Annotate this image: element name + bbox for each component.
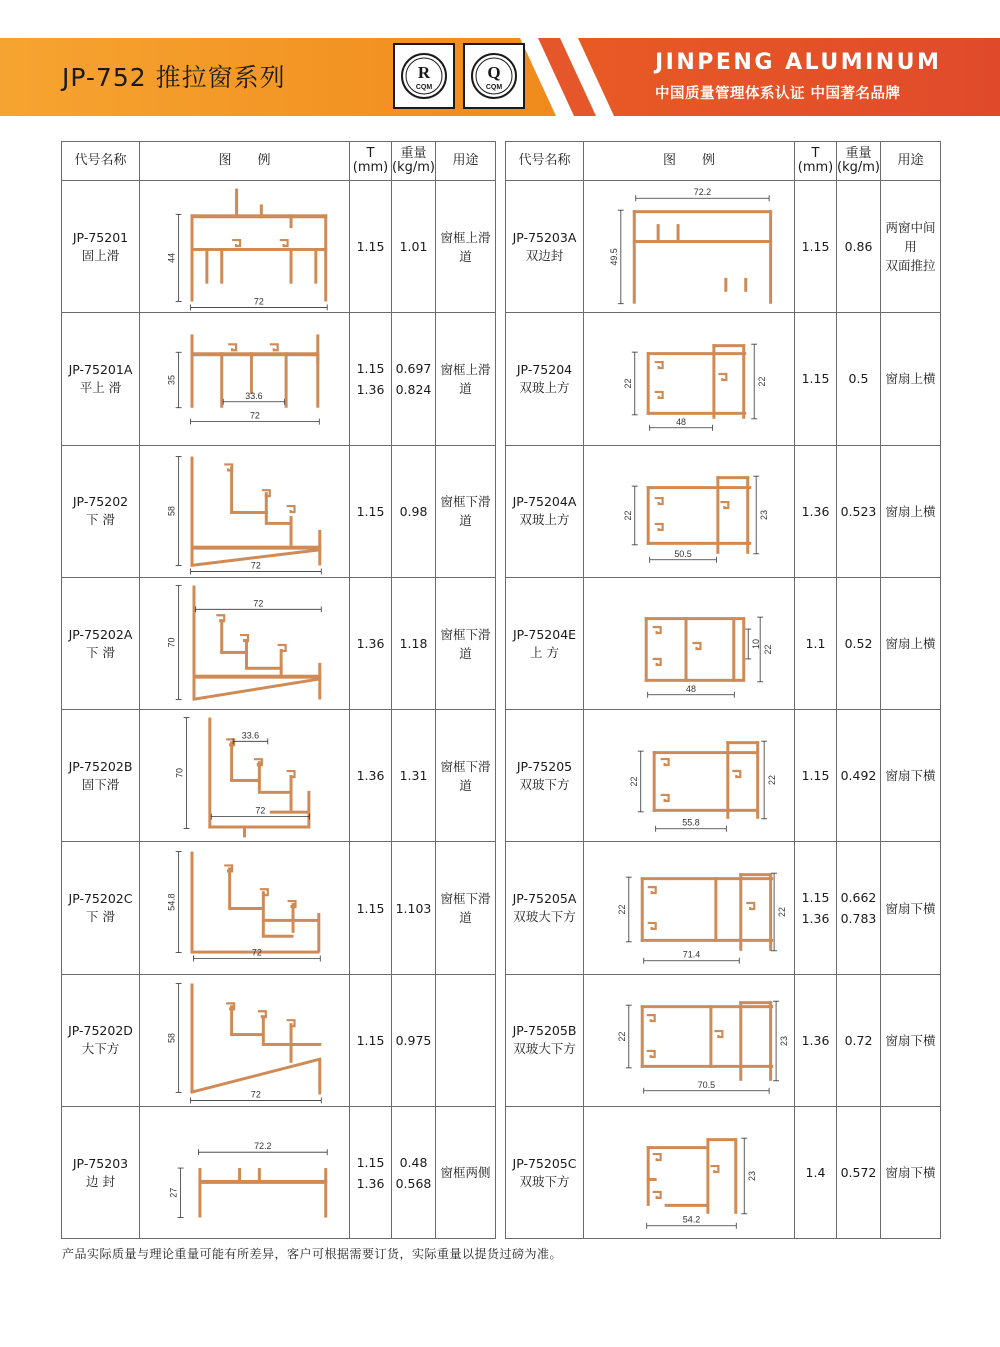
thickness-value: 1.15 <box>356 503 385 519</box>
product-code: JP-75202C <box>68 891 133 907</box>
usage-text: 窗扇上横 <box>885 371 936 387</box>
thickness-value: 1.15 <box>801 239 830 255</box>
product-code-cell <box>506 842 584 974</box>
usage-text: 窗扇下横 <box>885 768 936 784</box>
product-code-cell <box>62 577 140 709</box>
profile-cross-section-diagram <box>585 446 794 576</box>
table-header-row <box>506 142 941 181</box>
usage-text: 窗扇下横 <box>885 1032 936 1048</box>
profile-figure-cell <box>584 181 795 313</box>
table-row <box>506 313 941 445</box>
thickness-cell <box>350 710 392 842</box>
table-row <box>62 313 496 445</box>
usage-text: 窗扇上横 <box>885 503 936 519</box>
weight-cell <box>392 577 436 709</box>
thickness-value: 1.15 <box>356 239 385 255</box>
usage-cell <box>881 842 941 974</box>
weight-value: 0.697 <box>395 360 432 376</box>
thickness-value: 1.36 <box>356 381 385 397</box>
weight-value: 0.5 <box>848 371 869 387</box>
product-code-cell <box>506 577 584 709</box>
table-row <box>62 974 496 1106</box>
dimension-label: 70 <box>174 767 185 778</box>
table-row <box>506 842 941 974</box>
col-thickness: T (mm) <box>795 142 837 181</box>
dimension-label: 70 <box>166 637 177 648</box>
page-header <box>0 38 1000 116</box>
dimension-label: 49.5 <box>608 247 619 266</box>
profile-cross-section-diagram <box>141 975 349 1105</box>
profile-cross-section-diagram <box>585 1108 794 1238</box>
dimension-label: 72 <box>250 1089 261 1100</box>
cqm-r-certification-badge <box>393 43 455 109</box>
product-code: JP-75205B <box>512 1023 577 1039</box>
dimension-label: 10 <box>750 638 761 649</box>
thickness-cell <box>795 1107 837 1239</box>
weight-value: 0.572 <box>840 1165 877 1181</box>
thickness-value: 1.15 <box>801 371 830 387</box>
dimension-label: 70.5 <box>697 1080 715 1091</box>
profile-figure-cell <box>140 1107 350 1239</box>
table-row <box>62 1107 496 1239</box>
brand-slogan: 中国质量管理体系认证 中国著名品牌 <box>655 86 901 102</box>
cert-r-letter: R <box>417 63 431 82</box>
dimension-label: 55.8 <box>681 817 700 828</box>
product-name: 下 滑 <box>86 644 115 660</box>
usage-text: 窗扇上横 <box>885 636 936 652</box>
dimension-label: 22 <box>628 776 639 787</box>
usage-cell <box>881 577 941 709</box>
usage-cell <box>881 710 941 842</box>
cert-r-label: CQM <box>415 84 433 91</box>
dimension-label: 33.6 <box>241 730 259 741</box>
product-name: 双玻大下方 <box>513 909 576 925</box>
col-code: 代号名称 <box>62 142 140 181</box>
thickness-value: 1.36 <box>356 768 385 784</box>
profile-figure-cell <box>140 842 350 974</box>
weight-cell <box>392 710 436 842</box>
dimension-label: 22 <box>766 774 777 785</box>
profile-figure-cell <box>584 974 795 1106</box>
product-code: JP-75201A <box>68 361 133 377</box>
dimension-label: 48 <box>675 416 686 427</box>
col-code: 代号名称 <box>506 142 584 181</box>
dimension-label: 50.5 <box>673 549 692 560</box>
dimension-label: 72 <box>254 805 265 816</box>
usage-cell <box>881 445 941 577</box>
profile-cross-section-diagram <box>141 314 349 444</box>
thickness-cell <box>795 445 837 577</box>
profile-cross-section-diagram <box>585 182 794 312</box>
dimension-label: 72 <box>249 410 260 421</box>
dimension-label: 72.2 <box>253 1140 272 1151</box>
profile-figure-cell <box>140 577 350 709</box>
thickness-value: 1.15 <box>356 1032 385 1048</box>
thickness-value: 1.15 <box>801 890 830 906</box>
usage-text: 两窗中间用 双面推拉 <box>885 220 936 274</box>
weight-value: 1.31 <box>399 768 428 784</box>
thickness-value: 1.36 <box>801 911 830 927</box>
usage-text: 窗框下滑道 <box>440 626 491 661</box>
thickness-value: 1.15 <box>356 900 385 916</box>
weight-value: 0.975 <box>395 1032 432 1048</box>
product-code: JP-75205 <box>516 758 573 774</box>
dimension-label: 71.4 <box>682 949 700 960</box>
product-code-cell <box>62 181 140 313</box>
weight-value: 0.98 <box>399 503 428 519</box>
weight-value: 0.48 <box>399 1154 428 1170</box>
page-title: JP-752 推拉窗系列 <box>62 63 286 92</box>
dimension-label: 23 <box>758 510 769 521</box>
product-code: JP-75205A <box>512 891 577 907</box>
table-row <box>506 181 941 313</box>
weight-cell <box>837 313 881 445</box>
left-profile-table <box>61 141 496 1239</box>
profile-cross-section-diagram <box>585 314 794 444</box>
product-code-cell <box>506 974 584 1106</box>
product-code: JP-75203A <box>512 229 577 245</box>
dimension-label: 58 <box>166 506 177 517</box>
thickness-cell <box>795 313 837 445</box>
dimension-label: 72 <box>253 296 264 307</box>
product-code-cell <box>62 974 140 1106</box>
profile-cross-section-diagram <box>141 182 349 312</box>
product-code: JP-75203 <box>72 1155 129 1171</box>
usage-text: 窗框下滑道 <box>440 758 491 793</box>
product-code-cell <box>506 1107 584 1239</box>
weight-cell <box>837 842 881 974</box>
dimension-label: 58 <box>166 1033 177 1044</box>
thickness-cell <box>350 313 392 445</box>
thickness-value: 1.36 <box>356 636 385 652</box>
col-figure: 图 例 <box>584 142 795 181</box>
brand-name: JINPENG ALUMINUM <box>655 50 942 75</box>
profile-cross-section-diagram <box>585 843 794 973</box>
profile-cross-section-diagram <box>585 975 794 1105</box>
product-code: JP-75201 <box>72 229 129 245</box>
profile-figure-cell <box>584 445 795 577</box>
usage-cell <box>881 313 941 445</box>
weight-cell <box>392 313 436 445</box>
product-code-cell <box>62 1107 140 1239</box>
profile-cross-section-diagram <box>141 1108 349 1238</box>
profile-cross-section-diagram <box>141 711 349 841</box>
product-code: JP-75204E <box>512 626 577 642</box>
usage-cell <box>436 577 496 709</box>
weight-cell <box>392 445 436 577</box>
dimension-label: 72 <box>251 947 262 958</box>
table-row <box>506 445 941 577</box>
thickness-cell <box>350 445 392 577</box>
product-code: JP-75202 <box>72 494 129 510</box>
dimension-label: 33.6 <box>244 390 263 401</box>
usage-text: 窗框两侧 <box>440 1165 491 1181</box>
weight-cell <box>837 181 881 313</box>
weight-cell <box>837 1107 881 1239</box>
usage-cell <box>436 710 496 842</box>
weight-cell <box>392 1107 436 1239</box>
profile-cross-section-diagram <box>585 711 794 841</box>
profile-figure-cell <box>140 710 350 842</box>
footnote: 产品实际质量与理论重量可能有所差异，客户可根据需要订货，实际重量以提货过磅为准。 <box>62 1247 563 1261</box>
product-name: 双玻下方 <box>519 1173 570 1189</box>
weight-value: 1.01 <box>399 239 428 255</box>
table-row <box>62 842 496 974</box>
profile-figure-cell <box>140 181 350 313</box>
thickness-cell <box>350 842 392 974</box>
weight-value: 0.662 <box>840 890 877 906</box>
usage-cell <box>436 181 496 313</box>
usage-text: 窗框上滑道 <box>440 229 491 264</box>
cqm-q-certification-badge <box>463 43 525 109</box>
weight-value: 0.783 <box>840 911 877 927</box>
product-name: 大下方 <box>81 1041 120 1057</box>
table-row <box>62 445 496 577</box>
weight-value: 0.52 <box>844 636 873 652</box>
weight-value: 0.72 <box>844 1032 873 1048</box>
weight-value: 0.492 <box>840 768 877 784</box>
profile-figure-cell <box>584 1107 795 1239</box>
thickness-value: 1.36 <box>801 503 830 519</box>
product-code-cell <box>62 445 140 577</box>
profile-figure-cell <box>584 710 795 842</box>
product-name: 固上滑 <box>81 247 120 263</box>
col-thickness: T (mm) <box>350 142 392 181</box>
left-table-body <box>62 181 496 1239</box>
dimension-label: 54.2 <box>682 1214 700 1225</box>
profile-figure-cell <box>140 445 350 577</box>
thickness-cell <box>795 974 837 1106</box>
right-table-body <box>506 181 941 1239</box>
thickness-value: 1.4 <box>805 1165 826 1181</box>
col-figure: 图 例 <box>140 142 350 181</box>
weight-value: 0.568 <box>395 1175 432 1191</box>
product-code: JP-75202D <box>68 1023 133 1039</box>
usage-cell <box>436 313 496 445</box>
thickness-cell <box>350 577 392 709</box>
cert-q-letter: Q <box>487 63 501 82</box>
product-code: JP-75202B <box>68 758 133 774</box>
weight-value: 0.523 <box>840 503 877 519</box>
profile-cross-section-diagram <box>585 579 794 709</box>
table-row <box>506 710 941 842</box>
table-row <box>62 710 496 842</box>
dimension-label: 22 <box>622 378 633 389</box>
thickness-cell <box>795 181 837 313</box>
product-code-cell <box>506 710 584 842</box>
weight-cell <box>392 974 436 1106</box>
weight-cell <box>392 181 436 313</box>
product-name: 双玻下方 <box>519 776 570 792</box>
profile-cross-section-diagram <box>141 843 349 973</box>
col-usage: 用途 <box>881 142 941 181</box>
usage-text: 窗框下滑道 <box>440 494 491 529</box>
product-code-cell <box>506 181 584 313</box>
product-name: 下 滑 <box>86 909 115 925</box>
product-code-cell <box>506 445 584 577</box>
thickness-cell <box>350 1107 392 1239</box>
product-code: JP-75204 <box>516 361 573 377</box>
weight-cell <box>392 842 436 974</box>
thickness-cell <box>795 710 837 842</box>
product-name: 双边封 <box>525 247 564 263</box>
profile-figure-cell <box>584 842 795 974</box>
table-row <box>62 181 496 313</box>
table-header-row <box>62 142 496 181</box>
usage-cell <box>881 974 941 1106</box>
product-name: 平上 滑 <box>79 379 122 395</box>
profile-figure-cell <box>140 313 350 445</box>
thickness-value: 1.36 <box>356 1175 385 1191</box>
weight-cell <box>837 710 881 842</box>
thickness-cell <box>795 842 837 974</box>
thickness-cell <box>350 181 392 313</box>
profile-cross-section-diagram <box>141 579 349 709</box>
thickness-cell <box>795 577 837 709</box>
usage-cell <box>881 1107 941 1239</box>
dimension-label: 72.2 <box>693 186 711 197</box>
thickness-cell <box>350 974 392 1106</box>
dimension-label: 23 <box>746 1170 757 1181</box>
dimension-label: 35 <box>166 374 177 385</box>
dimension-label: 22 <box>762 644 773 654</box>
profile-figure-cell <box>140 974 350 1106</box>
right-profile-table <box>505 141 941 1239</box>
product-code-cell <box>62 313 140 445</box>
product-code: JP-75202A <box>68 626 133 642</box>
profile-figure-cell <box>584 577 795 709</box>
col-weight: 重量 (kg/m) <box>392 142 436 181</box>
dimension-label: 54.8 <box>166 893 177 911</box>
product-code-cell <box>506 313 584 445</box>
dimension-label: 22 <box>616 904 627 915</box>
product-name: 固下滑 <box>81 776 120 792</box>
usage-text: 窗扇下横 <box>885 900 936 916</box>
thickness-value: 1.36 <box>801 1032 830 1048</box>
weight-cell <box>837 445 881 577</box>
usage-cell <box>436 1107 496 1239</box>
weight-cell <box>837 974 881 1106</box>
dimension-label: 22 <box>756 376 767 387</box>
table-row <box>506 1107 941 1239</box>
table-row <box>506 974 941 1106</box>
dimension-label: 72 <box>252 597 263 608</box>
profile-cross-section-diagram <box>141 446 349 576</box>
table-row <box>62 577 496 709</box>
product-name: 下 滑 <box>86 512 115 528</box>
weight-value: 0.86 <box>844 239 873 255</box>
dimension-label: 22 <box>622 510 633 521</box>
product-name: 双玻上方 <box>519 379 570 395</box>
usage-cell <box>881 181 941 313</box>
product-name: 上 方 <box>530 644 559 660</box>
thickness-value: 1.15 <box>356 360 385 376</box>
dimension-label: 72 <box>250 560 261 571</box>
thickness-value: 1.1 <box>805 636 826 652</box>
col-usage: 用途 <box>436 142 496 181</box>
weight-value: 1.103 <box>395 900 432 916</box>
thickness-value: 1.15 <box>356 1154 385 1170</box>
cert-q-label: CQM <box>485 84 503 91</box>
product-code: JP-75204A <box>512 494 577 510</box>
dimension-label: 27 <box>168 1187 179 1198</box>
usage-cell <box>436 445 496 577</box>
product-name: 双玻大下方 <box>513 1041 576 1057</box>
table-row <box>506 577 941 709</box>
usage-text: 窗框上滑道 <box>440 361 491 396</box>
dimension-label: 44 <box>166 252 177 263</box>
product-code: JP-75205C <box>512 1155 577 1171</box>
thickness-value: 1.15 <box>801 768 830 784</box>
weight-value: 1.18 <box>399 636 428 652</box>
usage-text: 窗框下滑道 <box>440 891 491 926</box>
product-name: 边 封 <box>86 1173 115 1189</box>
weight-cell <box>837 577 881 709</box>
dimension-label: 23 <box>778 1036 789 1047</box>
dimension-label: 48 <box>685 683 696 694</box>
usage-cell <box>436 974 496 1106</box>
usage-text: 窗扇下横 <box>885 1165 936 1181</box>
weight-value: 0.824 <box>395 381 432 397</box>
product-name: 双玻上方 <box>519 512 570 528</box>
product-code-cell <box>62 710 140 842</box>
dimension-label: 22 <box>776 907 787 918</box>
col-weight: 重量 (kg/m) <box>837 142 881 181</box>
dimension-label: 22 <box>616 1031 627 1042</box>
profile-figure-cell <box>584 313 795 445</box>
usage-cell <box>436 842 496 974</box>
product-code-cell <box>62 842 140 974</box>
